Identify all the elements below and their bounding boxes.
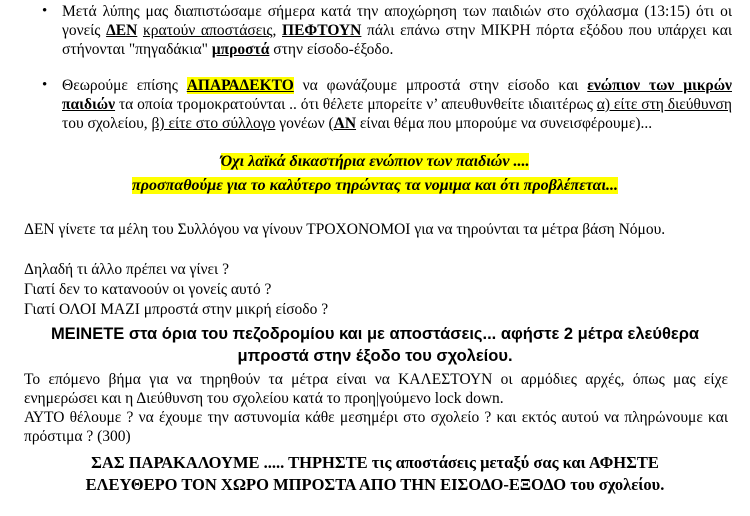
bullet1-comma: , [272, 22, 283, 39]
bullet1-text3: στην είσοδο-έξοδο. [269, 41, 394, 58]
highlight-line-2 [0, 176, 750, 196]
highlight-line-1 [0, 152, 750, 172]
bullet2-text4: του σχολείου, [62, 115, 152, 132]
question-1: Δηλαδή τι άλλο πρέπει να γίνει ? [24, 261, 229, 278]
final-appeal-2: ΕΛΕΥΘΕΡΟ ΤΟΝ ΧΩΡΟ ΜΠΡΟΣΤΑ ΑΠΟ ΤΗΝ ΕΙΣΟΔΟ-ΕΞΟΔΟ του σχολείου. [85, 475, 665, 494]
bullet-item-2 [42, 76, 733, 133]
bullet1-kratoun: κρατούν αποστάσεις [142, 22, 273, 39]
bullet1-den: ΔΕΝ [106, 22, 138, 39]
highlight-text-1: Όχι λαϊκά δικαστήρια ενώπιον των παιδιών .... [220, 153, 530, 170]
bold-instruction-2: μπροστά στην έξοδο του σχολείου. [237, 347, 513, 365]
bold-instruction-1: ΜΕΙΝΕΤΕ στα όρια του πεζοδρομίου και με αποστάσεις... αφήστε 2 μέτρα ελεύθερα [50, 325, 700, 343]
bullet1-text: Μετά λύπης μας διαπιστώσαμε σήμερα κατά την αποχώρηση των παιδιών στο σχόλασμα (13:15) ότι οι γονείς [62, 3, 732, 39]
bullet2-text5: γονέων ( [275, 115, 334, 132]
question-3: Γιατί ΟΛΟΙ ΜΑΖΙ μπροστά στην μικρή είσοδο ? [24, 301, 329, 318]
paragraph-authorities: Το επόμενο βήμα για να τηρηθούν τα μέτρα είναι να ΚΑΛΕΣΤΟΥΝ οι αρμόδιες αρχές, όπως μας είχε ενημερώσει και η Διεύθυνση του σχολείου κατά το προη|γούμενο lock down. [24, 371, 728, 407]
bullet1-peftoun: ΠΕΦΤΟΥΝ [282, 22, 362, 39]
paragraph-police: ΑΥΤΟ θέλουμε ? να έχουμε την αστυνομία κάθε μεσημέρι στο σχολείο ? και εκτός αυτού να πληρώνουμε και πρόστιμα ? (300) [24, 409, 728, 445]
final-appeal-1: ΣΑΣ ΠΑΡΑΚΑΛΟΥΜΕ ..... ΤΗΡΗΣΤΕ τις αποστάσεις μεταξύ σας και ΑΦΗΣΤΕ [91, 453, 659, 472]
bullet-dot-icon: • [42, 3, 48, 19]
bullet2-option-b: β) είτε στο σύλλογο [151, 115, 276, 132]
bullet2-option-a: α) είτε στη διεύθυνση [596, 96, 733, 113]
bullet2-text2: να φωνάζουμε μπροστά στην είσοδο και [293, 77, 588, 94]
paragraph-traffic: ΔΕΝ γίνετε τα μέλη του Συλλόγου να γίνουν ΤΡΟΧΟΝΟΜΟΙ για να τηρούνται τα μέτρα βάση Νόμου. [24, 221, 666, 238]
bullet2-aparadekto: ΑΠΑΡΑΔΕΚΤΟ [186, 77, 294, 94]
bullet2-an: ΑΝ [333, 115, 357, 132]
bullet-dot-icon: • [42, 77, 48, 93]
bullet1-mprosta: μπροστά [211, 41, 270, 58]
bullet-item-1 [42, 2, 733, 59]
bullet2-text3: τα οποία τρομοκρατούνται .. ότι θέλετε μπορείτε ν’ απευθυνθείτε ιδιαιτέρως [115, 96, 597, 113]
bullet2-enopion: ενώπιον των μικρών παιδιών [62, 77, 732, 113]
bullet2-text6: είναι θέμα που μπορούμε να συνεισφέρουμε)... [356, 115, 653, 132]
bullet1-text2: πάλι επάνω στην ΜΙΚΡΗ πόρτα εξόδου που υπάρχει και στήνονται "πηγαδάκια" [62, 22, 733, 58]
bullet2-text: Θεωρούμε επίσης [62, 77, 187, 94]
question-2: Γιατί δεν το κατανοούν οι γονείς αυτό ? [24, 281, 272, 298]
highlight-text-2: προσπαθούμε για το καλύτερο τηρώντας τα νομιμα και ότι προβλέπεται... [132, 177, 618, 194]
